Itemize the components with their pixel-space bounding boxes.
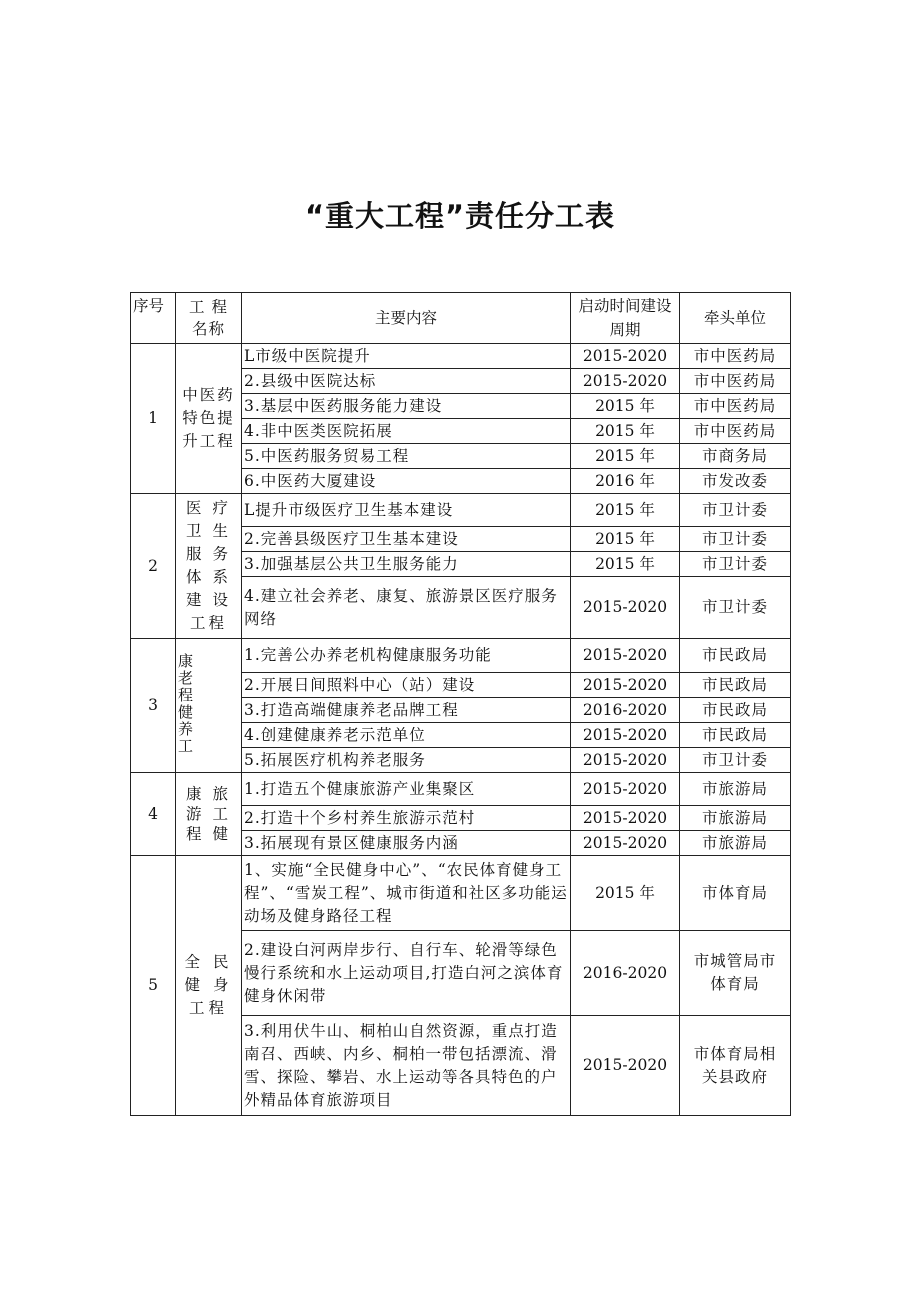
item-content: 1.打造五个健康旅游产业集聚区 (242, 773, 571, 806)
item-lead: 市卫计委 (680, 494, 791, 527)
item-lead: 市商务局 (680, 444, 791, 469)
item-lead: 市卫计委 (680, 552, 791, 577)
group-project: 全 民 健 身 工程 (176, 856, 242, 1116)
item-content: 1.完善公办养老机构健康服务功能 (242, 639, 571, 673)
item-lead: 市城管局市体育局 (680, 931, 791, 1016)
item-content: 3.基层中医药服务能力建设 (242, 394, 571, 419)
item-period: 2015-2020 (571, 806, 680, 831)
group-project: 医 疗 卫 生 服 务 体 系 建 设 工程 (176, 494, 242, 639)
item-period: 2015-2020 (571, 773, 680, 806)
item-content: 2.开展日间照料中心（站）建设 (242, 673, 571, 698)
table-row (131, 773, 791, 806)
item-lead: 市体育局相关县政府 (680, 1016, 791, 1116)
item-lead: 市发改委 (680, 469, 791, 494)
table-row (131, 639, 791, 673)
item-period: 2016 年 (571, 469, 680, 494)
item-period: 2015-2020 (571, 748, 680, 773)
item-period: 2015-2020 (571, 723, 680, 748)
item-period: 2015 年 (571, 419, 680, 444)
item-content: 5.中医药服务贸易工程 (242, 444, 571, 469)
group-no: 5 (131, 856, 176, 1116)
item-content: 1、实施“全民健身中心”、“农民体育健身工程”、“雪炭工程”、城市街道和社区多功能运动场及健身路径工程 (242, 856, 571, 931)
header-no: 序号 (131, 293, 176, 344)
item-lead: 市旅游局 (680, 831, 791, 856)
item-lead: 市民政局 (680, 673, 791, 698)
group-project: 康 旅游 工程 健 (176, 773, 242, 856)
group-project: 康老程健养工 (178, 652, 194, 755)
group-no: 4 (131, 773, 176, 856)
table-header-row (131, 293, 791, 344)
item-period: 2015 年 (571, 527, 680, 552)
item-lead: 市中医药局 (680, 394, 791, 419)
item-lead: 市中医药局 (680, 419, 791, 444)
table-row (131, 856, 791, 931)
group-no: 1 (131, 344, 176, 494)
item-lead: 市民政局 (680, 698, 791, 723)
item-period: 2016-2020 (571, 698, 680, 723)
item-period: 2015-2020 (571, 831, 680, 856)
group-project-cell (176, 639, 242, 773)
group-no: 3 (131, 639, 176, 773)
item-content: 5.拓展医疗机构养老服务 (242, 748, 571, 773)
item-period: 2015-2020 (571, 673, 680, 698)
item-period: 2015-2020 (571, 639, 680, 673)
item-content: 3.加强基层公共卫生服务能力 (242, 552, 571, 577)
item-lead: 市中医药局 (680, 344, 791, 369)
item-content: 2.打造十个乡村养生旅游示范村 (242, 806, 571, 831)
item-lead: 市民政局 (680, 639, 791, 673)
item-period: 2015 年 (571, 552, 680, 577)
item-lead: 市旅游局 (680, 773, 791, 806)
item-content: L提升市级医疗卫生基本建设 (242, 494, 571, 527)
item-period: 2015-2020 (571, 577, 680, 639)
item-lead: 市卫计委 (680, 577, 791, 639)
header-project: 工 程 名称 (176, 293, 242, 344)
item-period: 2015-2020 (571, 1016, 680, 1116)
item-lead: 市中医药局 (680, 369, 791, 394)
item-period: 2015 年 (571, 494, 680, 527)
item-content: 4.非中医类医院拓展 (242, 419, 571, 444)
item-lead: 市卫计委 (680, 748, 791, 773)
item-content: 2.建设白河两岸步行、自行车、轮滑等绿色慢行系统和水上运动项目,打造白河之滨体育健身休闲带 (242, 931, 571, 1016)
item-period: 2015 年 (571, 394, 680, 419)
header-content: 主要内容 (242, 293, 571, 344)
item-content: 2.完善县级医疗卫生基本建设 (242, 527, 571, 552)
item-content: 3.拓展现有景区健康服务内涵 (242, 831, 571, 856)
item-lead: 市体育局 (680, 856, 791, 931)
item-period: 2016-2020 (571, 931, 680, 1016)
item-period: 2015 年 (571, 444, 680, 469)
header-lead: 牵头单位 (680, 293, 791, 344)
item-content: 3.利用伏牛山、桐柏山自然资源，重点打造南召、西峡、内乡、桐柏一带包括漂流、滑雪、探险、攀岩、水上运动等各具特色的户外精品体育旅游项目 (242, 1016, 571, 1116)
item-lead: 市民政局 (680, 723, 791, 748)
item-period: 2015-2020 (571, 369, 680, 394)
table-row (131, 494, 791, 527)
page-title: “重大工程”责任分工表 (304, 199, 616, 233)
item-content: 2.县级中医院达标 (242, 369, 571, 394)
header-period: 启动时间建设周期 (571, 293, 680, 344)
group-no: 2 (131, 494, 176, 639)
responsibility-table (130, 292, 791, 1116)
item-lead: 市旅游局 (680, 806, 791, 831)
item-content: 4.建立社会养老、康复、旅游景区医疗服务网络 (242, 577, 571, 639)
item-lead: 市卫计委 (680, 527, 791, 552)
item-content: 6.中医药大厦建设 (242, 469, 571, 494)
item-content: L市级中医院提升 (242, 344, 571, 369)
item-content: 3.打造高端健康养老品牌工程 (242, 698, 571, 723)
item-content: 4.创建健康养老示范单位 (242, 723, 571, 748)
item-period: 2015 年 (571, 856, 680, 931)
table-row (131, 344, 791, 369)
group-project: 中医药特色提升工程 (176, 344, 242, 494)
item-period: 2015-2020 (571, 344, 680, 369)
